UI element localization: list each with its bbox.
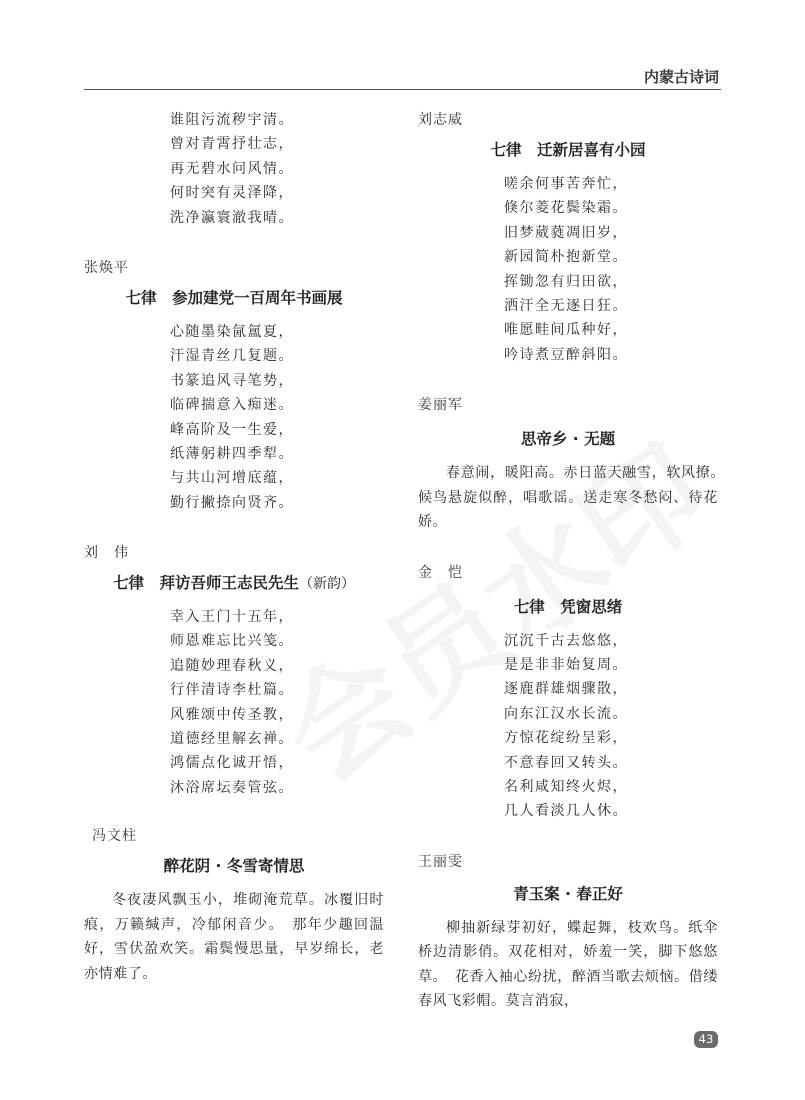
poem-line: 曾对青霄抒壮志， — [170, 136, 294, 153]
poem-title: 醉花阴 · 冬雪寄情思 — [163, 857, 305, 876]
left-column — [84, 96, 384, 986]
poem-body — [170, 605, 384, 800]
poem-line: 方惊花绽纷呈彩， — [504, 730, 628, 747]
poem-line: 行伴清诗李杜篇。 — [170, 682, 294, 699]
poem-line: 沐浴席坛奏管弦。 — [170, 779, 294, 796]
poem-line: 与共山河增底蕴， — [170, 470, 294, 487]
poem-title: 七律 参加建党一百周年书画展 — [125, 288, 343, 307]
poem-line: 谁阻污流秽宇清。 — [170, 112, 294, 128]
poem-line: 倏尔菱花鬓染霜。 — [504, 200, 628, 217]
poem-line: 勤行撇捺向贤齐。 — [170, 494, 294, 511]
poem-line: 沉沉千古去悠悠， — [504, 632, 628, 649]
journal-title: 内蒙古诗词 — [643, 68, 719, 86]
poem-line: 道德经里解玄禅。 — [170, 731, 294, 748]
poem-line: 吟诗煮豆醉斜阳。 — [504, 346, 628, 363]
poem-line: 追随妙理春秋义， — [170, 657, 294, 674]
poem-line: 不意春回又转头。 — [504, 754, 628, 771]
poem-line: 是是非非始复周。 — [504, 657, 628, 674]
poem-line: 鸿儒点化诚开悟， — [170, 755, 294, 772]
poem-title-note: （新韵） — [299, 576, 355, 593]
poem-line: 临碑揣意入痴迷。 — [170, 397, 294, 414]
header-divider — [84, 89, 721, 90]
poem-line: 嗟余何事苦奔忙， — [504, 176, 628, 192]
poem-body — [504, 629, 718, 824]
poem-title: 七律 迁新居喜有小园 — [490, 141, 646, 159]
poem-prose: 春意闹，暖阳高。赤日蓝天融雪，软风撩。 候鸟悬旋似醉，唱歌谣。送走寒冬愁闷、待花娇。 — [418, 465, 733, 531]
author-name: 姜丽军 — [418, 397, 463, 414]
poem-line: 再无碧水问风情。 — [170, 160, 294, 177]
author-name: 张焕平 — [84, 259, 129, 276]
poem-line: 心随墨染氤氲夏， — [170, 323, 294, 340]
poem-line: 峰高阶及一生爱， — [170, 421, 294, 438]
page-number: 43 — [694, 1031, 718, 1048]
poem-line: 何时突有灵泽降， — [170, 185, 294, 202]
poem-line: 名利咸知终火烬， — [504, 778, 628, 795]
poem-body — [170, 320, 384, 515]
poem-line: 旧梦葳蕤凋旧岁， — [504, 224, 628, 241]
poem-title: 思帝乡 · 无题 — [520, 430, 616, 449]
poem-line: 几人看淡几人休。 — [504, 803, 628, 820]
poem-line: 向东江汉水长流。 — [504, 705, 628, 722]
poem-line: 汗湿青丝几复题。 — [170, 348, 294, 365]
poem-prose: 冬夜凄风飘玉小，堆砌淹荒草。冰覆旧时痕，万籁缄声，冷郁闲音少。 那年少趣回温好，雪伏盈欢笑。霜鬓慢思量，早岁绵长，老亦情难了。 — [84, 892, 384, 982]
poem-title: 七律 凭窗思绪 — [513, 597, 623, 616]
poem-title — [84, 569, 384, 597]
poem-line: 幸入王门十五年， — [170, 609, 294, 626]
poem-title-text: 七律 拜访吾师王志民先生 — [112, 574, 299, 593]
poem-line: 唯愿畦间瓜种好， — [504, 322, 628, 339]
author-name: 王丽雯 — [418, 853, 463, 870]
author-name: 刘 伟 — [84, 545, 129, 562]
author-name: 金 恺 — [418, 564, 463, 581]
right-column — [418, 96, 733, 1014]
poem-prose: 柳抽新绿芽初好，蝶起舞，枝欢鸟。纸伞桥边清影俏。双花相对，娇羞一笑，脚下悠悠草。 花香入袖心纷扰，醉酒当歌去烦恼。借缕春风飞彩帽。莫言消寂， — [418, 919, 718, 1010]
poem-line: 新园简朴抱新堂。 — [504, 249, 628, 266]
poem-line: 纸薄躬耕四季犁。 — [170, 445, 294, 462]
poem-line: 逐鹿群雄烟骤散， — [504, 681, 628, 698]
poem-body — [504, 172, 718, 367]
poem-line: 师恩难忘比兴笺。 — [170, 633, 294, 650]
author-name: 冯文柱 — [92, 828, 137, 845]
poem-line: 挥锄忽有归田欲， — [504, 273, 628, 290]
poem-line: 书篆追风寻笔势， — [170, 372, 294, 389]
poem-title: 青玉案 · 春正好 — [513, 884, 623, 903]
poem-line: 洒汗全无逐日狂。 — [504, 297, 628, 314]
poem-continuation — [170, 108, 384, 230]
poem-line: 洗净瀛寰澈我晴。 — [170, 209, 294, 226]
poem-line: 风雅颂中传圣教， — [170, 706, 294, 723]
author-name: 刘志威 — [418, 112, 463, 128]
